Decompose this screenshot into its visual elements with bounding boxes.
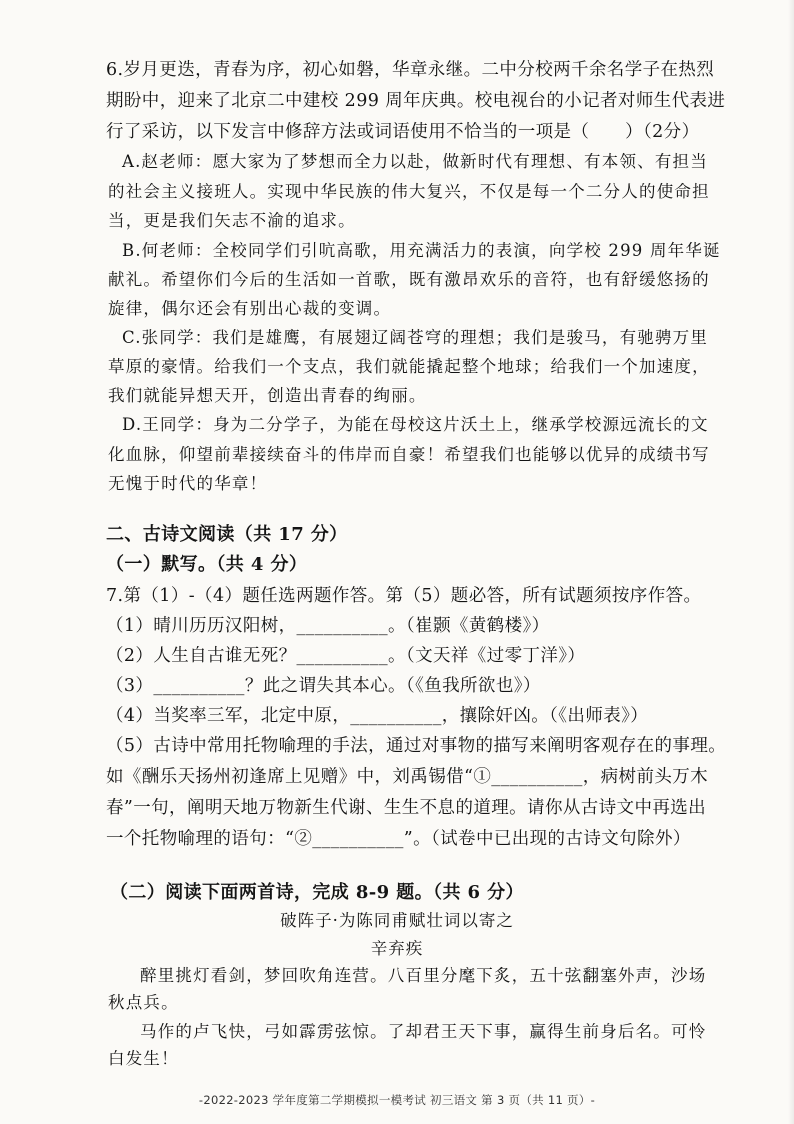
part-2-title: （二）阅读下面两首诗，完成 8-9 题。（共 6 分） — [110, 882, 524, 903]
option-d-line-1: D.王同学：身为二分学子，为能在母校这片沃土上，继承学校源远流长的文 — [122, 415, 709, 434]
poem-line-3: 马作的卢飞快，弓如霹雳弦惊。了却君王天下事，赢得生前身后名。可怜 — [140, 1022, 707, 1041]
option-a-line-1: A.赵老师：愿大家为了梦想而全力以赴，做新时代有理想、有本领、有担当 — [122, 152, 708, 171]
question-6-line-2: 期盼中，迎来了北京二中建校 299 周年庆典。校电视台的小记者对师生代表进 — [106, 91, 726, 111]
question-7-item-2: （2）人生自古谁无死？__________。（文天祥《过零丁洋》） — [106, 646, 586, 666]
option-b-line-3: 旋律，偶尔还会有别出心裁的变调。 — [108, 299, 392, 318]
option-d-line-3: 无愧于时代的华章！ — [108, 474, 268, 493]
poem-line-1: 醉里挑灯看剑，梦回吹角连营。八百里分麾下炙，五十弦翻塞外声，沙场 — [140, 966, 707, 985]
option-d-line-2: 化血脉，仰望前辈接续奋斗的伟岸而自豪！希望我们也能够以优异的成绩书写 — [108, 445, 710, 464]
question-7-instruction: 7.第（1）-（4）题任选两题作答。第（5）题必答，所有试题须按序作答。 — [106, 586, 702, 606]
question-7-item-4: （4）当奖率三军，北定中原，__________，攘除奸凶。（《出师表》） — [106, 706, 649, 726]
question-7-item-3: （3）__________？此之谓失其本心。（《鱼我所欲也》） — [106, 676, 541, 696]
question-7-item-5-line-4: 一个托物喻理的语句：“②__________”。（试卷中已出现的古诗文句除外） — [106, 829, 691, 849]
option-c-line-3: 我们就能异想天开，创造出青春的绚丽。 — [108, 386, 427, 405]
page-footer: -2022-2023 学年度第二学期模拟一模考试 初三语文 第 3 页（共 11 页）- — [198, 1093, 596, 1107]
option-c-line-2: 草原的豪情。给我们一个支点，我们就能撬起整个地球；给我们一个加速度， — [108, 357, 710, 376]
question-7-item-1: （1）晴川历历汉阳树，__________。（崔颢《黄鹤楼》） — [106, 616, 550, 636]
question-6-line-3: 行了采访，以下发言中修辞方法或词语使用不恰当的一项是（ ）（2分） — [106, 122, 700, 142]
option-c-line-1: C.张同学：我们是雄鹰，有展翅辽阔苍穹的理想；我们是骏马，有驰骋万里 — [122, 328, 709, 347]
poem-line-2: 秋点兵。 — [108, 993, 179, 1012]
question-7-item-5-line-3: 春”一句，阐明天地万物新生代谢、生生不息的道理。请你从古诗文中再选出 — [106, 798, 707, 818]
option-a-line-3: 当，更是我们矢志不渝的追求。 — [108, 211, 356, 230]
question-6-line-1: 6.岁月更迭，青春为序，初心如磐，华章永继。二中分校两千余名学子在热烈 — [106, 60, 715, 80]
option-a-line-2: 的社会主义接班人。实现中华民族的伟大复兴，不仅是每一个二分人的使命担 — [108, 182, 710, 201]
section-2-title: 二、古诗文阅读（共 17 分） — [106, 524, 348, 545]
option-b-line-1: B.何老师：全校同学们引吭高歌，用充满活力的表演，向学校 299 周年华诞 — [122, 241, 721, 260]
question-7-item-5-line-1: （5）古诗中常用托物喻理的手法，通过对事物的描写来阐明客观存在的事理。 — [106, 736, 727, 756]
poem-author: 辛弃疾 — [370, 939, 424, 958]
question-7-item-5-line-2: 如《酬乐天扬州初逢席上见赠》中，刘禹锡借“①__________，病树前头万木 — [106, 767, 709, 787]
option-b-line-2: 献礼。希望你们今后的生活如一首歌，既有激昂欢乐的音符，也有舒缓悠扬的 — [108, 270, 710, 289]
poem-title: 破阵子·为陈同甫赋壮词以寄之 — [280, 911, 514, 930]
part-1-title: （一）默写。（共 4 分） — [106, 554, 308, 575]
scan-shadow — [788, 0, 794, 1124]
poem-line-4: 白发生！ — [108, 1049, 179, 1068]
